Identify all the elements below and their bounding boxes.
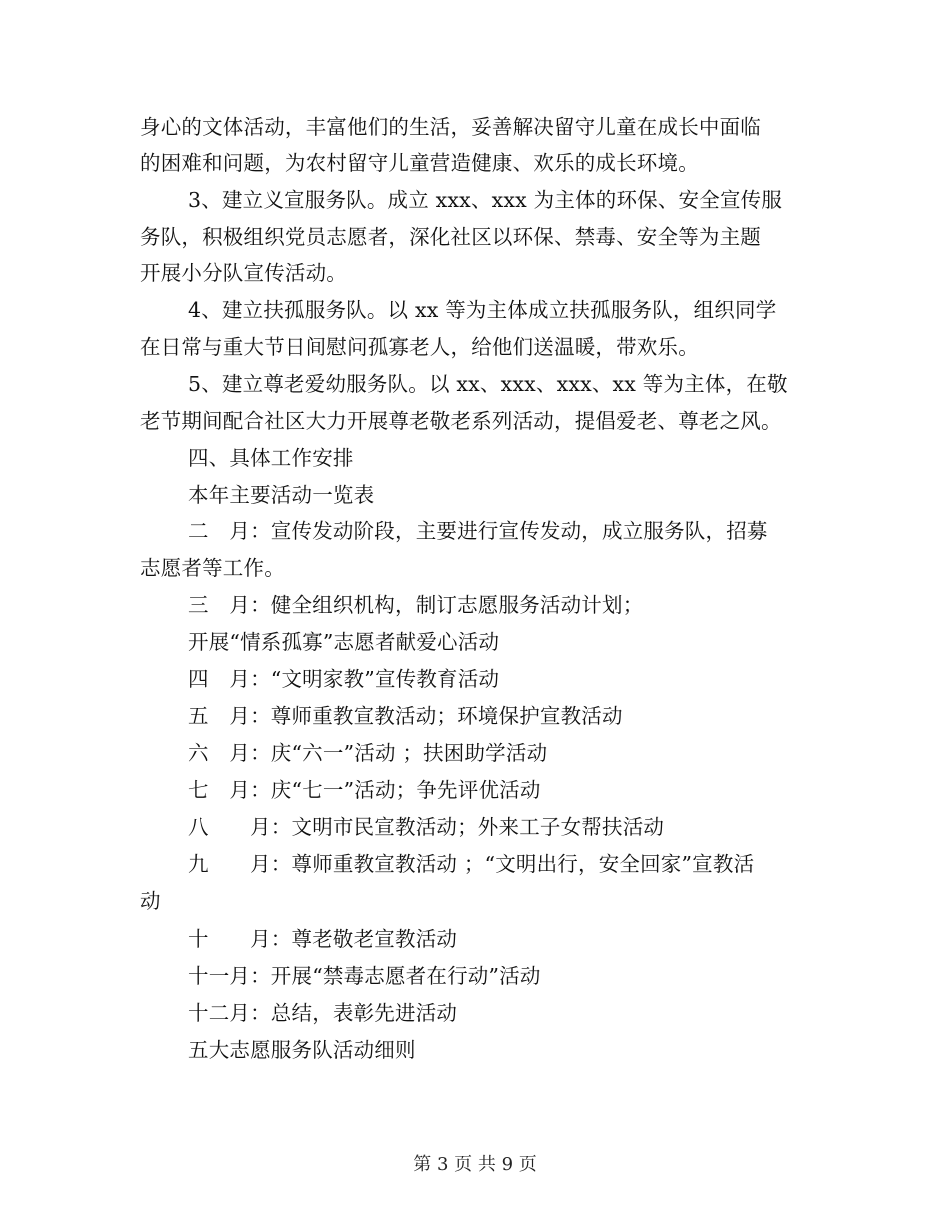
section-heading: 四、具体工作安排	[188, 446, 354, 470]
body-text-line: 动	[140, 889, 161, 913]
schedule-item-mar: 三 月：健全组织机构，制订志愿服务活动计划；	[188, 593, 644, 617]
body-text-line: 务队，积极组织党员志愿者，深化社区以环保、禁毒、安全等为主题	[140, 225, 761, 249]
subsection-heading: 五大志愿服务队活动细则	[188, 1038, 416, 1062]
table-heading: 本年主要活动一览表	[188, 483, 375, 507]
schedule-item-mar-2: 开展“情系孤寡”志愿者献爱心活动	[188, 630, 500, 654]
paragraph-3-start: 3、建立义宣服务队。成立 xxx、xxx 为主体的环保、安全宣传服	[188, 188, 783, 212]
schedule-item-apr: 四 月：“文明家教”宣传教育活动	[188, 667, 500, 691]
body-text-line: 志愿者等工作。	[140, 556, 285, 580]
body-text-line: 的困难和问题，为农村留守儿童营造健康、欢乐的成长环境。	[140, 151, 699, 175]
paragraph-5-start: 5、建立尊老爱幼服务队。以 xx、xxx、xxx、xx 等为主体，在敬	[188, 372, 788, 396]
schedule-item-jun: 六 月：庆“六一”活动 ；扶困助学活动	[188, 741, 548, 765]
body-text-line: 身心的文体活动，丰富他们的生活，妥善解决留守儿童在成长中面临	[140, 115, 761, 139]
schedule-item-jul: 七 月：庆“七一”活动；争先评优活动	[188, 778, 541, 802]
schedule-item-sep: 九 月：尊师重教宣教活动 ；“文明出行，安全回家”宣教活	[188, 852, 755, 876]
paragraph-4-start: 4、建立扶孤服务队。以 xx 等为主体成立扶孤服务队，组织同学	[188, 298, 777, 322]
schedule-item-may: 五 月：尊师重教宣教活动；环境保护宣教活动	[188, 704, 623, 728]
body-text-line: 老节期间配合社区大力开展尊老敬老系列活动，提倡爱老、尊老之风。	[140, 409, 782, 433]
schedule-item-feb: 二 月：宣传发动阶段，主要进行宣传发动，成立服务队，招募	[188, 519, 768, 543]
page-number-footer: 第 3 页 共 9 页	[413, 1154, 537, 1175]
schedule-item-nov: 十一月：开展“禁毒志愿者在行动”活动	[188, 964, 541, 988]
schedule-item-dec: 十二月：总结，表彰先进活动	[188, 1001, 458, 1025]
schedule-item-aug: 八 月：文明市民宣教活动；外来工子女帮扶活动	[188, 815, 665, 839]
schedule-item-oct: 十 月：尊老敬老宣教活动	[188, 927, 458, 951]
body-text-line: 开展小分队宣传活动。	[140, 261, 347, 285]
body-text-line: 在日常与重大节日间慰问孤寡老人，给他们送温暖，带欢乐。	[140, 335, 699, 359]
